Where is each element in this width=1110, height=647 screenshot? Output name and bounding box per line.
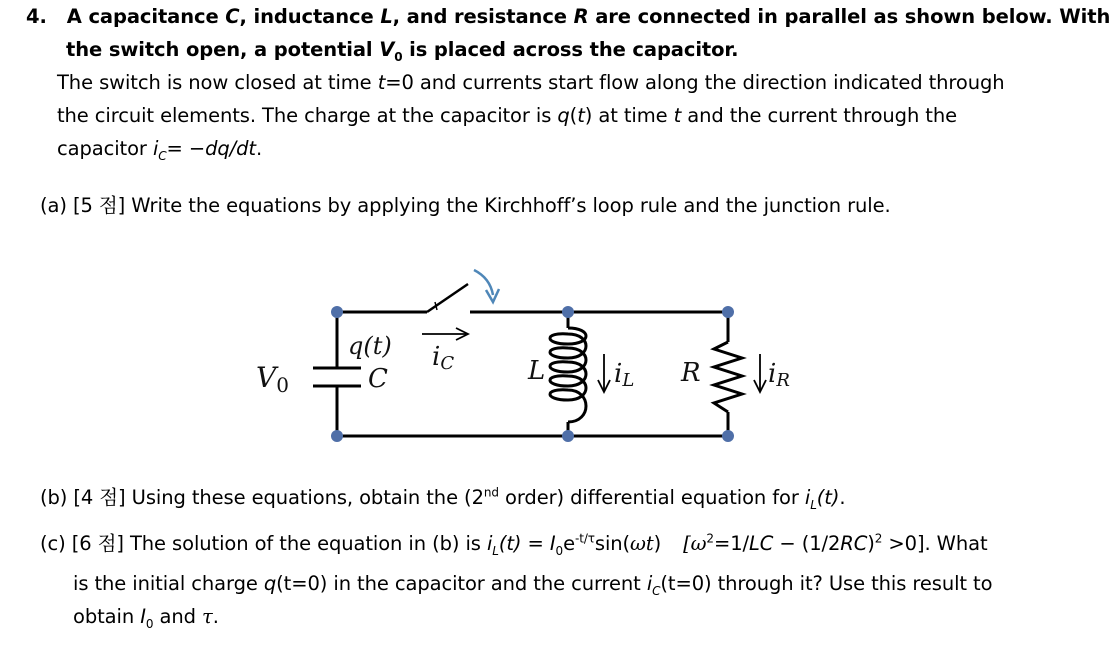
- superscript: nd: [483, 485, 499, 500]
- text: =1/: [713, 532, 749, 555]
- expression-dq-dt: −dq/dt: [188, 137, 256, 160]
- symbol-q: q: [263, 572, 277, 595]
- symbol-i: i: [804, 486, 811, 509]
- text: , inductance: [239, 5, 381, 28]
- text: =0: [385, 71, 414, 94]
- node: [331, 306, 343, 318]
- text: .: [839, 486, 846, 509]
- subscript: 0: [555, 543, 564, 558]
- inductor-coil: [550, 328, 586, 422]
- symbol-RC: RC: [840, 532, 868, 555]
- symbol-t: t: [577, 104, 585, 127]
- subscript: L: [810, 497, 817, 512]
- text: the circuit elements. The charge at the capacitor is: [57, 104, 558, 127]
- capacitor: [313, 368, 361, 386]
- text: e: [563, 532, 575, 555]
- argument: (t): [498, 532, 522, 555]
- text: is the initial charge: [73, 572, 264, 595]
- node: [562, 430, 574, 442]
- current-arrow-ir-icon: [754, 354, 766, 392]
- problem-statement-line-2: [66, 37, 738, 63]
- symbol-LC: LC: [748, 532, 774, 555]
- text: order) differential equation for: [498, 486, 805, 509]
- superscript: 2: [874, 531, 883, 546]
- current-arrow-ic-icon: [422, 328, 468, 340]
- paragraph-line-3: [57, 136, 262, 162]
- label-q-t: q(t): [348, 332, 392, 360]
- omega-t: ωt: [630, 532, 654, 555]
- paragraph-line-1: [57, 70, 1005, 96]
- part-b: [40, 485, 845, 511]
- part-c-line-3: [73, 604, 219, 630]
- superscript: 2: [706, 531, 714, 546]
- symbol-C: C: [225, 5, 240, 28]
- part-a: [40, 193, 891, 219]
- text: is placed across the capacitor.: [402, 38, 739, 61]
- problem-statement-line-1: [26, 4, 1110, 30]
- switch-arrow-icon: [474, 270, 499, 302]
- condition: [ω: [683, 532, 707, 555]
- part-a-text: (a) [5 점] Write the equations by applying the Kirchhoff’s loop rule and the junction rule.: [40, 194, 891, 217]
- node: [722, 430, 734, 442]
- symbol-V: V: [379, 38, 395, 61]
- text: .: [255, 137, 263, 160]
- paragraph-line-2: [57, 103, 957, 129]
- symbol-t: t: [377, 71, 386, 94]
- part-c-line-1: [40, 531, 988, 557]
- switch-blade: [427, 284, 468, 312]
- symbol-i: i: [646, 572, 653, 595]
- symbol-tau: τ: [201, 605, 213, 628]
- text: ): [584, 104, 593, 127]
- part-c-line-2: [73, 571, 992, 597]
- text: (c) [6 점] The solution of the equation in (b) is: [40, 532, 487, 555]
- symbol-i: i: [152, 137, 159, 160]
- text: =: [166, 137, 189, 160]
- text: − (1/2: [773, 532, 841, 555]
- label-iR: iR: [768, 359, 790, 391]
- circuit-diagram: [240, 262, 820, 462]
- text: ): [867, 532, 875, 555]
- text: and the current through the: [681, 104, 958, 127]
- exponent: -t/τ: [574, 531, 595, 546]
- argument: (t): [816, 486, 840, 509]
- text: The switch is now closed at time: [57, 71, 378, 94]
- symbol-I: I: [140, 605, 146, 628]
- text: and: [153, 605, 202, 628]
- label-L: L: [528, 356, 546, 386]
- label-iL: iL: [614, 359, 635, 391]
- text: A capacitance: [66, 5, 226, 28]
- text: the switch open, a potential: [66, 38, 380, 61]
- text: through it? Use this result to: [711, 572, 993, 595]
- switch-tick: [435, 302, 437, 310]
- text: , and resistance: [392, 5, 574, 28]
- subscript: C: [158, 148, 167, 163]
- label-V0: V0: [256, 361, 289, 397]
- text: (t=0): [276, 572, 328, 595]
- symbol-L: L: [380, 5, 393, 28]
- text: are connected in parallel as shown below. With: [588, 5, 1110, 28]
- problem-number: 4.: [26, 5, 47, 28]
- label-C: C: [368, 364, 388, 394]
- text: (b) [4 점] Using these equations, obtain the (2: [40, 486, 484, 509]
- symbol-i: i: [486, 532, 493, 555]
- text: capacitor: [57, 137, 153, 160]
- text: ): [653, 532, 662, 555]
- text: in the capacitor and the current: [327, 572, 647, 595]
- label-R: R: [681, 358, 701, 388]
- symbol-I: I: [549, 532, 556, 555]
- subscript: 0: [145, 616, 154, 631]
- switch: [427, 284, 468, 312]
- text: (t=0): [660, 572, 712, 595]
- symbol-R: R: [573, 5, 589, 28]
- current-arrow-il-icon: [598, 354, 610, 392]
- node: [331, 430, 343, 442]
- resistor-zigzag: [714, 342, 742, 412]
- symbol-q: q: [557, 104, 570, 127]
- node: [562, 306, 574, 318]
- text: .: [212, 605, 219, 628]
- text: >0]. What: [882, 532, 988, 555]
- text: =: [521, 532, 550, 555]
- text: (: [569, 104, 578, 127]
- subscript: C: [652, 583, 661, 598]
- text: and currents start flow along the direction indicated through: [413, 71, 1005, 94]
- text: at time: [592, 104, 674, 127]
- text: sin(: [594, 532, 631, 555]
- subscript: 0: [394, 49, 403, 64]
- symbol-t: t: [673, 104, 682, 127]
- label-iC: iC: [432, 342, 455, 374]
- node: [722, 306, 734, 318]
- subscript: L: [492, 543, 499, 558]
- text: obtain: [73, 605, 141, 628]
